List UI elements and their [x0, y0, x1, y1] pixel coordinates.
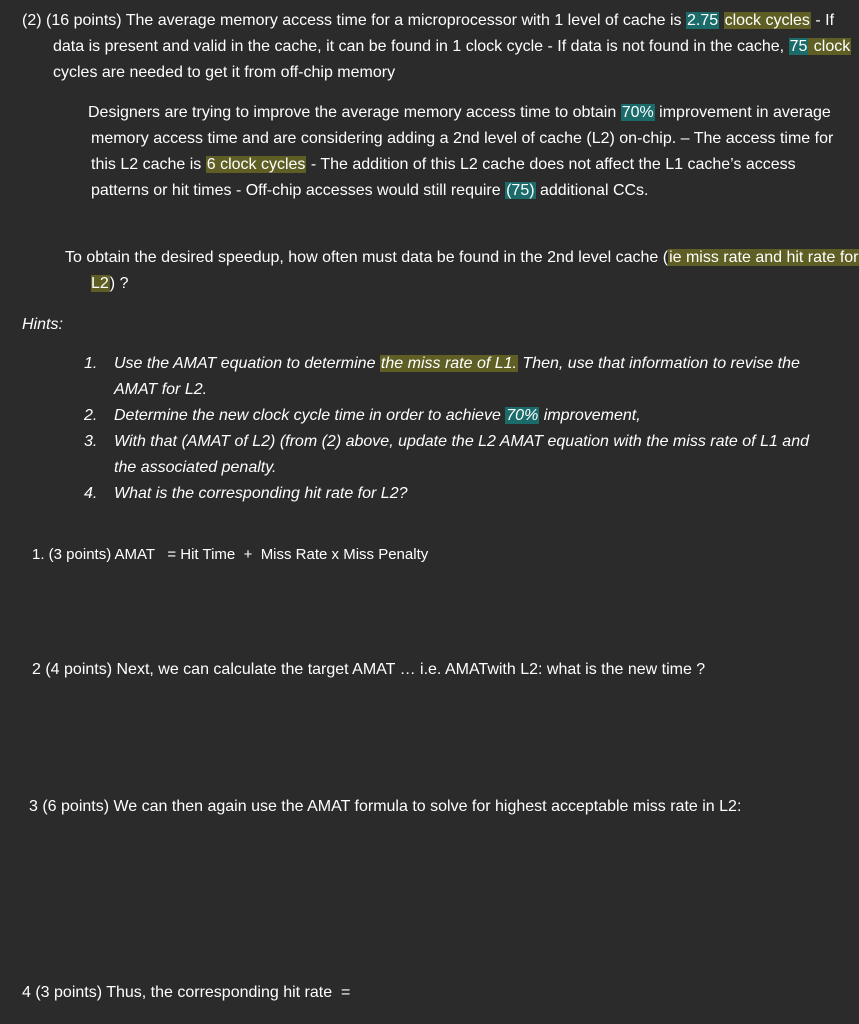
problem-statement: [22, 8, 859, 86]
offchip-highlight: (75): [506, 182, 535, 199]
miss-penalty-number-highlight: 75: [789, 38, 808, 55]
designers-text-2: improvement in average memory access time and are considering adding a 2nd level of cache (L2) on-chip. – The access time for this L2 cache is: [91, 104, 834, 173]
problem-header-mid: - If data is present and valid in the cache, it can be found in 1 clock cycle - If data is not found in the cache,: [53, 12, 835, 55]
l2-time-highlight: 6 clock cycles: [206, 156, 306, 173]
hint-text: Determine the new clock cycle time in order to achieve: [114, 407, 506, 424]
part-4-hit-rate: 4 (3 points) Thus, the corresponding hit rate =: [22, 984, 351, 1001]
hint-highlight: 70%: [506, 407, 539, 424]
hints-label: Hints:: [22, 316, 63, 333]
question-text-2: ) ?: [109, 275, 129, 292]
question-highlight: ie miss rate and hit rate for L2: [91, 249, 859, 292]
hints-list: [84, 351, 829, 507]
hint-number: 4.: [84, 485, 98, 502]
part-1-amat-formula: 1. (3 points) AMAT = Hit Time + Miss Rate x Miss Penalty: [32, 546, 429, 563]
hint-text: Then, use that information to revise the AMAT for L2.: [114, 355, 800, 398]
designers-paragraph: [88, 100, 836, 204]
improvement-highlight: 70%: [621, 104, 654, 121]
amat-value-highlight: 2.75: [686, 12, 719, 29]
question-paragraph: [65, 245, 859, 297]
hint-text: Use the AMAT equation to determine: [114, 355, 380, 372]
problem-header-end: cycles are needed to get it from off-chip memory: [53, 64, 396, 81]
question-text-1: To obtain the desired speedup, how often must data be found in the 2nd level cache (: [65, 249, 669, 266]
part-3-l2-miss-rate: 3 (6 points) We can then again use the AMAT formula to solve for highest acceptable miss rate in L2:: [29, 798, 742, 815]
hint-item: [84, 429, 829, 481]
part-2-target-amat: 2 (4 points) Next, we can calculate the target AMAT … i.e. AMATwith L2: what is the new time ?: [32, 661, 706, 678]
hint-item: [84, 403, 829, 429]
miss-penalty-clock-highlight: clock: [809, 38, 851, 55]
hint-item: [84, 481, 829, 507]
hint-number: 3.: [84, 433, 98, 450]
hint-item: [84, 351, 829, 403]
problem-header-prefix: (2) (16 points) The average memory access time for a microprocessor with 1 level of cache is: [22, 12, 686, 29]
designers-text-3: - The addition of this L2 cache does not affect the L1 cache’s access patterns or hit times - Off-chip accesses would still require: [91, 156, 796, 199]
designers-text-4: additional CCs.: [535, 182, 649, 199]
hint-text: What is the corresponding hit rate for L2?: [114, 485, 408, 502]
hint-text: improvement,: [539, 407, 641, 424]
hint-text: With that (AMAT of L2) (from (2) above, update the L2 AMAT equation with the miss rate of L1 and the associated penalty.: [114, 433, 809, 476]
hint-highlight: the miss rate of L1.: [380, 355, 517, 372]
hint-number: 1.: [84, 355, 98, 372]
designers-text-1: Designers are trying to improve the average memory access time to obtain: [88, 104, 621, 121]
clock-cycles-highlight: clock cycles: [724, 12, 810, 29]
hint-number: 2.: [84, 407, 98, 424]
